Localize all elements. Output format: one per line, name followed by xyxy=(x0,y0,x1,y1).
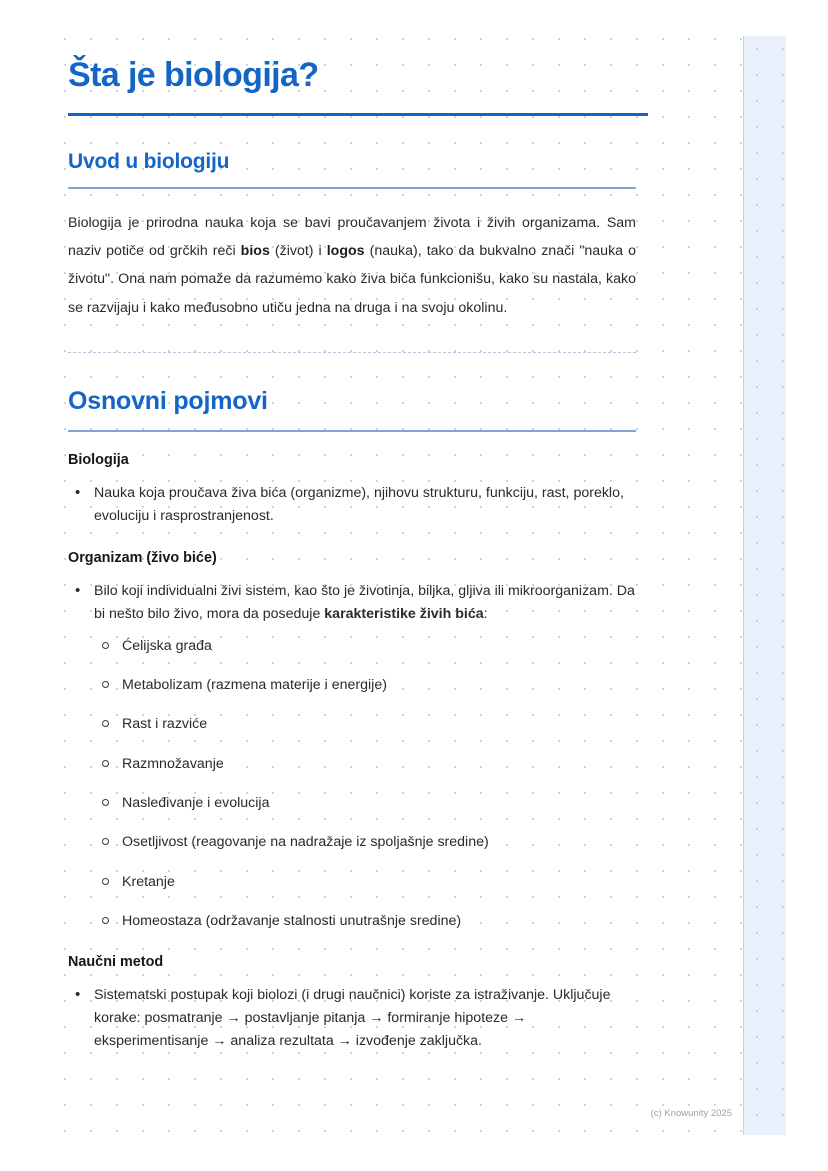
title-divider xyxy=(68,113,648,116)
sub-list-item xyxy=(94,872,636,893)
sub-list-item-text: Razmnožavanje xyxy=(122,755,224,772)
sub-list-item-text: Ćelijska građa xyxy=(122,637,212,654)
sub-list-item-text: Homeostaza (održavanje stalnosti unutrašnje sredine) xyxy=(122,912,462,929)
page-margin-right xyxy=(786,0,828,1171)
sub-list-item xyxy=(94,675,636,696)
side-band-dot-grid xyxy=(744,36,786,1135)
sub-list-item xyxy=(94,832,636,853)
section-heading-osnovni-pojmovi: Osnovni pojmovi xyxy=(68,387,268,416)
section-heading-uvod: Uvod u biologiju xyxy=(68,150,230,174)
page-margin-top xyxy=(0,0,828,36)
page-margin-bottom xyxy=(0,1135,828,1171)
sub-list-item xyxy=(94,714,636,735)
sub-list-item-text: Osetljivost (reagovanje na nadražaje iz spoljašnje sredine) xyxy=(122,834,489,851)
copyright-notice: (c) Knowunity 2025 xyxy=(650,1108,732,1119)
sub-list-item xyxy=(94,754,636,775)
sub-list-item xyxy=(94,911,636,932)
bullet-list-organizam xyxy=(68,580,636,932)
term-heading-naucni-metod: Naučni metod xyxy=(68,954,164,971)
sub-list-item-text: Rast i razviće xyxy=(122,716,208,733)
sub-list-item xyxy=(94,636,636,657)
section-divider-uvod xyxy=(68,187,636,189)
list-item xyxy=(68,580,636,932)
intro-text-2: (život) i xyxy=(269,243,327,259)
term-heading-organizam: Organizam (živo biće) xyxy=(68,549,217,566)
list-item-text-pre: Bilo koji individualni živi sistem, kao što je životinja, biljka, gljiva ili mikroorganizam. Da bi nešto bilo živo, mora da poseduje xyxy=(94,582,635,622)
intro-paragraph xyxy=(68,209,636,323)
list-item-text-post: : xyxy=(483,605,488,622)
document-content xyxy=(68,56,636,1057)
intro-text-3: (nauka), tako da bukvalno znači "nauka o životu". Ona nam pomaže da razumemo kako živa bića funkcionišu, kako su nastala, kako se razvijaju i kako međusobno utiču jedna na druga i na svoju okolinu. xyxy=(68,243,636,316)
sub-bullet-list-karakteristike xyxy=(94,636,636,932)
sub-list-item xyxy=(94,793,636,814)
list-item xyxy=(68,482,636,528)
bullet-list-biologija xyxy=(68,482,636,528)
list-item-text: Sistematski postupak koji biolozi (i drugi naučnici) koriste za istraživanje. Uključuje korake: posmatranje → postavljanje pitanja → formiranje hipoteze → eksperimentisanje → analiza rezultata → izvođenje zaključka. xyxy=(94,987,611,1050)
sub-list-item-text: Nasleđivanje i evolucija xyxy=(122,794,270,811)
section-divider-osnovni-pojmovi xyxy=(68,430,636,432)
intro-text-1: Biologija je prirodna nauka koja se bavi proučavanjem života i živih organizama. Sam naziv potiče od grčkih reči xyxy=(68,214,636,259)
list-item-text: Nauka koja proučava živa bića (organizme), njihovu strukturu, funkciju, rast, poreklo, evoluciju i rasprostranjenost. xyxy=(94,484,624,524)
term-heading-biologija: Biologija xyxy=(68,451,129,468)
sub-list-item-text: Metabolizam (razmena materije i energije) xyxy=(122,677,387,694)
page-margin-left xyxy=(0,0,42,1171)
bullet-list-naucni-metod xyxy=(68,984,636,1053)
term-bios: bios xyxy=(240,243,270,259)
list-item-text-bold: karakteristike živih bića xyxy=(324,605,484,622)
dashed-divider xyxy=(68,352,636,353)
side-band xyxy=(743,36,786,1135)
list-item xyxy=(68,984,636,1053)
sub-list-item-text: Kretanje xyxy=(122,873,175,890)
page-title: Šta je biologija? xyxy=(68,56,319,94)
term-logos: logos xyxy=(326,243,365,259)
